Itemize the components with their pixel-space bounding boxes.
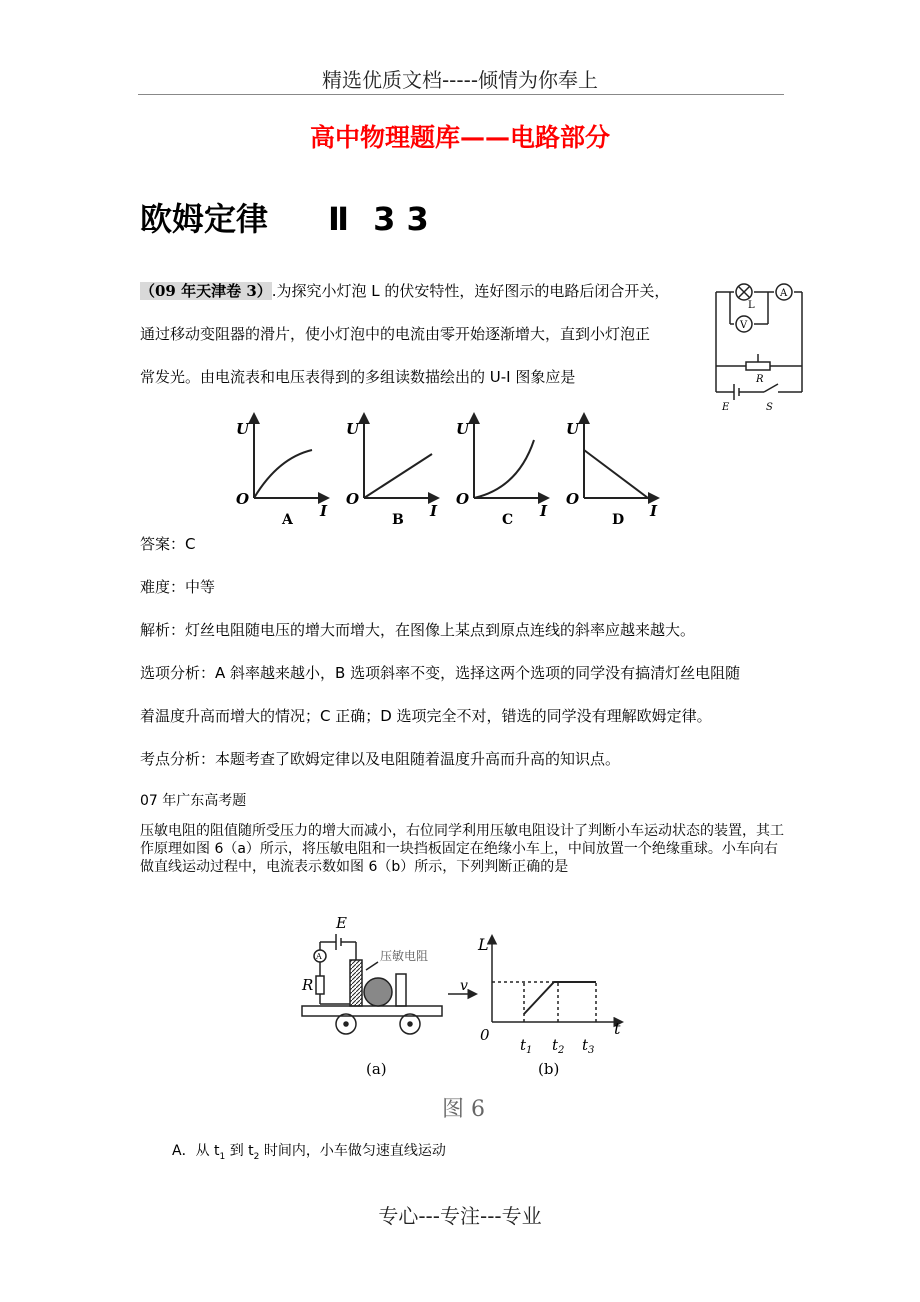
svg-text:U: U [456, 420, 470, 438]
svg-text:E: E [336, 914, 347, 932]
svg-text:I: I [650, 502, 658, 520]
page-footer: 专心---专注---专业 [378, 1204, 542, 1228]
svg-text:U: U [236, 420, 250, 438]
graph-a-curve [254, 450, 312, 498]
svg-text:I: I [320, 502, 328, 520]
fig-a-heavy-ball [364, 978, 392, 1006]
q1-line1-text: .为探究小灯泡 L 的伏安特性，连好图示的电路后闭合开关， [271, 282, 670, 300]
circuit-rheostat-label: R [756, 374, 764, 385]
svg-text:0: 0 [480, 1026, 490, 1044]
section-name: 欧姆定律 [140, 200, 269, 238]
graph-label-c: C [502, 512, 514, 528]
circuit-switch-label: S [766, 402, 773, 413]
header-divider [138, 94, 784, 95]
svg-text:O: O [346, 490, 360, 508]
q2-text: 压敏电阻的阻值随所受压力的增大而减小，右位同学利用压敏电阻设计了判断小车运动状态的装置，其工作原理如图 6（a）所示，将压敏电阻和一块挡板固定在绝缘小车上，中间放置一个绝缘重球。小车向右做直线运动过程中，电流表示数如图 6（b）所示，下列判断正确的是 [140, 823, 784, 875]
svg-text:t: t [614, 1019, 621, 1038]
q1-line2: 通过移动变阻器的滑片，使小灯泡中的电流由零开始逐渐增大，直到小灯泡正 [140, 325, 651, 343]
svg-text:I: I [540, 502, 548, 520]
q1-option-analysis-1: 选项分析：A 斜率越来越小，B 选项斜率不变，选择这两个选项的同学没有搞清灯丝电阻随 [140, 664, 741, 682]
svg-text:t3: $t_3$ [582, 1036, 595, 1056]
fig-a-caption: (a) [366, 1060, 387, 1078]
q2-figure-6 [296, 912, 632, 1124]
svg-text:L: L [478, 935, 489, 954]
svg-text:R: R [302, 976, 314, 994]
q1-source-tag: （09 年天津卷 3） [140, 282, 272, 300]
svg-text:I: I [430, 502, 438, 520]
section-level: Ⅱ [328, 200, 350, 238]
q1-line1 [140, 280, 669, 302]
q1-circuit-diagram [706, 278, 812, 414]
page-header: 精选优质文档-----倾情为你奉上 [321, 68, 599, 92]
q1-difficulty: 难度：中等 [140, 578, 216, 596]
svg-text:O: O [236, 490, 250, 508]
document-title: 高中物理题库——电路部分 [309, 123, 610, 152]
graph-d-line [584, 450, 648, 498]
figure-6-caption: 图 6 [442, 1097, 485, 1122]
circuit-voltmeter-label: V [740, 320, 748, 331]
graph-c-curve [474, 440, 534, 498]
svg-text:A: A [316, 952, 322, 961]
circuit-ammeter-label: A [780, 288, 788, 299]
svg-text:O: O [566, 490, 580, 508]
svg-text:U: U [346, 420, 360, 438]
svg-text:U: U [566, 420, 580, 438]
section-number: 3 3 [373, 200, 429, 238]
graph-label-b: B [392, 512, 404, 528]
fig-b-caption: (b) [538, 1060, 560, 1078]
graph-b-line [364, 454, 432, 498]
q1-knowledge: 考点分析：本题考查了欧姆定律以及电阻随着温度升高而升高的知识点。 [140, 750, 621, 768]
circuit-emf-label: E [722, 402, 730, 413]
section-heading [140, 194, 429, 240]
fig-b-graph [492, 940, 618, 1022]
q1-option-analysis-2: 着温度升高而增大的情况；C 正确；D 选项完全不对，错选的同学没有理解欧姆定律。 [140, 707, 712, 725]
q1-analysis: 解析：灯丝电阻随电压的增大而增大，在图像上某点到原点连线的斜率应越来越大。 [140, 621, 696, 639]
svg-text:v: v [460, 978, 468, 994]
circuit-lamp-label: L [748, 300, 755, 311]
fig-a-sensor-label: 压敏电阻 [380, 949, 429, 963]
graph-label-d: D [612, 512, 625, 528]
svg-text:t2: $t_2$ [552, 1036, 565, 1056]
q1-ui-graphs [228, 410, 668, 530]
q1-answer: 答案：C [140, 535, 196, 553]
svg-text:O: O [456, 490, 470, 508]
svg-text:t1: $t_1$ [520, 1036, 533, 1056]
q2-source: 07 年广东高考题 [140, 793, 247, 809]
q2-option-a: A．从 $t_1$ 到 $t_2$ 时间内，小车做匀速直线运动 [172, 1143, 446, 1162]
graph-label-a: A [282, 512, 293, 528]
q1-line3: 常发光。由电流表和电压表得到的多组读数描绘出的 U-I 图象应是 [140, 368, 576, 386]
